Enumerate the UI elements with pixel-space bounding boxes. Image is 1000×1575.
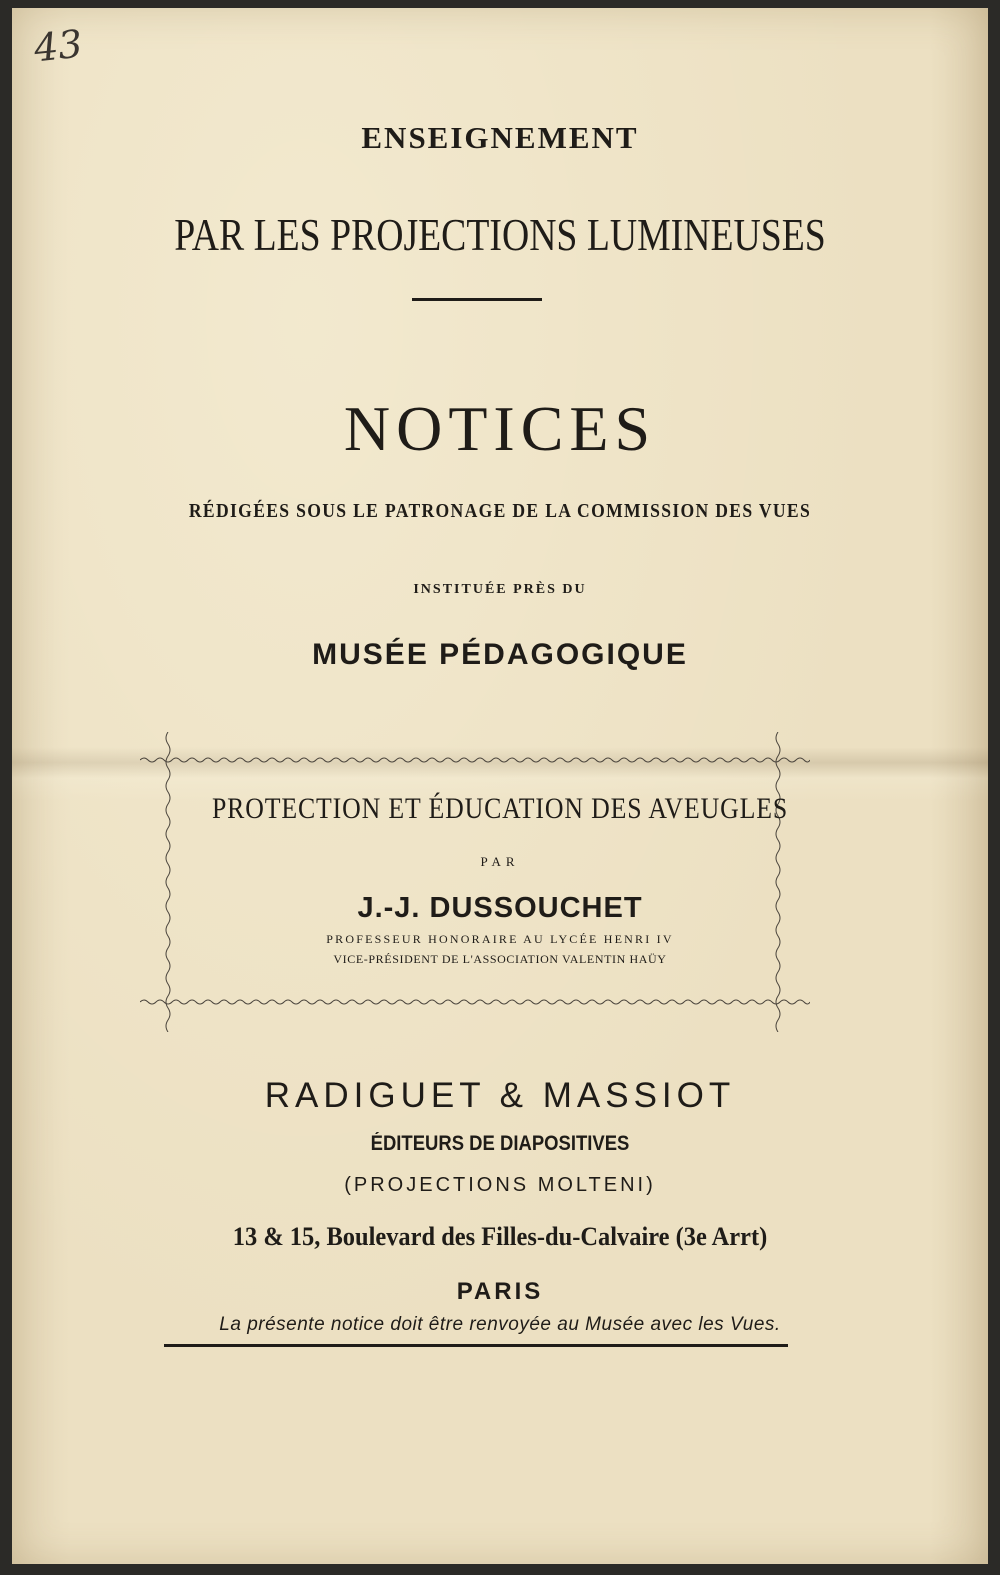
work-title: PROTECTION ET ÉDUCATION DES AVEUGLES [211,792,789,825]
return-notice: La présente notice doit être renvoyée au Musée avec les Vues. [219,1314,781,1335]
document-page [12,8,988,1564]
museum-name: MUSÉE PÉDAGOGIQUE [312,638,688,671]
title-divider [412,298,542,301]
publisher-line-1: ÉDITEURS DE DIAPOSITIVES [370,1132,630,1155]
publisher-name: RADIGUET & MASSIOT [264,1076,736,1115]
author-role-2: VICE-PRÉSIDENT DE L'ASSOCIATION VALENTIN HAÜY [333,952,667,966]
frame-top-border [140,756,810,764]
main-title: PAR LES PROJECTIONS LUMINEUSES [174,209,826,260]
handwritten-page-number: 43 [31,21,85,71]
bottom-rule [164,1344,788,1347]
publisher-line-2: (PROJECTIONS MOLTENI) [344,1174,656,1196]
instituted-line: INSTITUÉE PRÈS DU [413,582,587,597]
notices-title: NOTICES [343,393,657,464]
frame-right-border [774,732,782,1032]
frame-left-border [164,732,172,1032]
by-label: PAR [480,854,520,869]
notices-subtitle: RÉDIGÉES SOUS LE PATRONAGE DE LA COMMISSION DES VUES [188,500,812,522]
frame-bottom-border [140,998,810,1006]
publisher-address: 13 & 15, Boulevard des Filles-du-Calvaire (3e Arrt) [232,1222,768,1251]
author-name: J.-J. DUSSOUCHET [357,892,643,924]
publisher-city: PARIS [456,1278,544,1305]
author-role-1: PROFESSEUR HONORAIRE AU LYCÉE HENRI IV [326,932,674,946]
kicker-heading: ENSEIGNEMENT [361,120,639,155]
